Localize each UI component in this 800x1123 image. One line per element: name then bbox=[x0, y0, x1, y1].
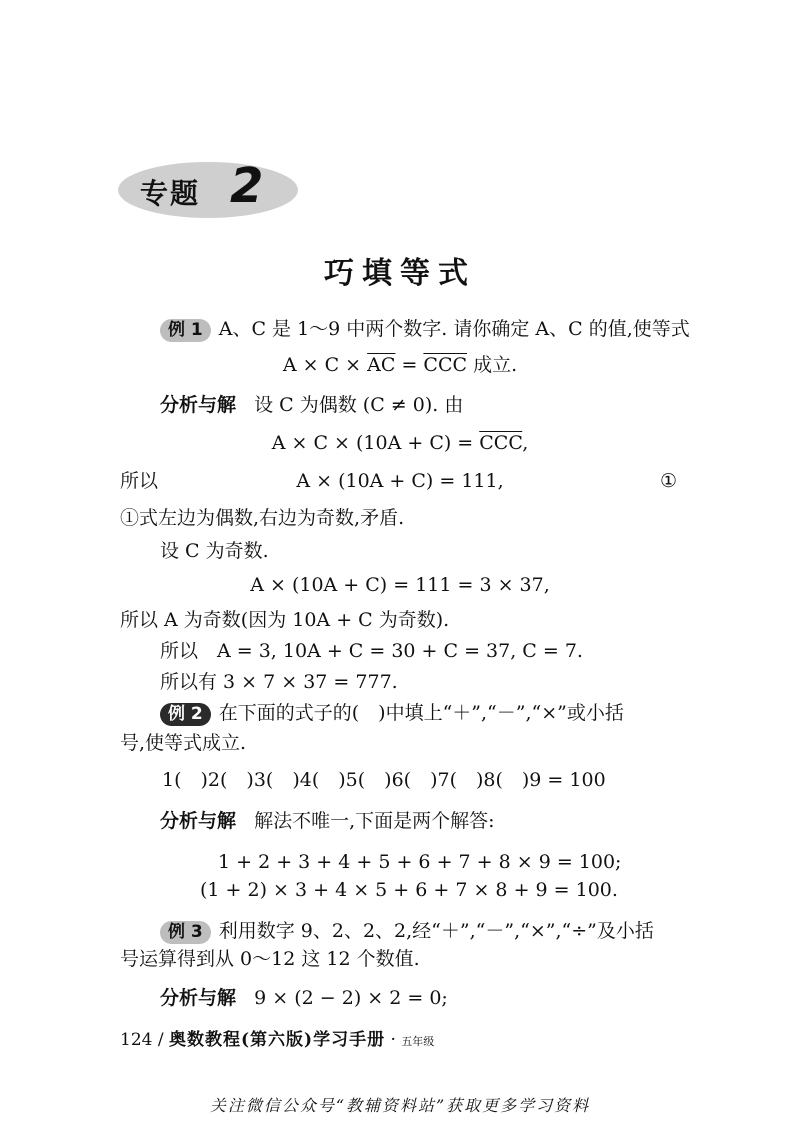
chapter-label: 专题 bbox=[140, 177, 201, 210]
analysis-2-intro bbox=[160, 808, 495, 834]
book-title: 奥数教程(第六版)学习手册 bbox=[169, 1030, 386, 1050]
analysis-1-label: 分析与解 bbox=[160, 394, 237, 416]
eq-part: A × C × (10A + C) = bbox=[271, 432, 480, 454]
analysis-3-label: 分析与解 bbox=[160, 987, 237, 1009]
example-1-tag: 例 1 bbox=[160, 319, 211, 342]
analysis-1-intro bbox=[160, 392, 463, 418]
example-1-equation bbox=[0, 352, 800, 378]
footer-dot: · bbox=[390, 1030, 396, 1050]
analysis-3-intro bbox=[160, 985, 448, 1011]
page-number: 124 / bbox=[120, 1030, 164, 1050]
example-2-line1: 在下面的式子的( )中填上“＋”,“－”,“×”或小括 bbox=[218, 702, 624, 724]
analysis-2-solution-1: 1 + 2 + 3 + 4 + 5 + 6 + 7 + 8 × 9 = 100; bbox=[218, 851, 622, 873]
analysis-1-line6: 所以有 3 × 7 × 37 = 777. bbox=[160, 671, 398, 693]
page-title: 巧填等式 bbox=[324, 256, 476, 291]
eq-part: = bbox=[395, 354, 424, 376]
grade-label: 五年级 bbox=[401, 1035, 435, 1048]
analysis-1-eq3: A × (10A + C) = 111 = 3 × 37, bbox=[250, 574, 550, 596]
example-2-equation: 1( )2( )3( )4( )5( )6( )7( )8( )9 = 100 bbox=[162, 769, 606, 791]
page-footer bbox=[120, 1025, 434, 1050]
analysis-1-line1: 设 C 为偶数 (C ≠ 0). 由 bbox=[254, 394, 464, 416]
overlined-number: $\overline{CCC}$ bbox=[479, 432, 523, 454]
example-1-text: A、C 是 1～9 中两个数字. 请你确定 A、C 的值,使等式 bbox=[218, 318, 690, 340]
analysis-1-eq2: A × (10A + C) = 111, bbox=[296, 470, 504, 492]
example-3-question bbox=[160, 918, 654, 944]
analysis-2-label: 分析与解 bbox=[160, 810, 237, 832]
analysis-1-line3: 设 C 为奇数. bbox=[160, 540, 269, 562]
watermark: 关注微信公众号“教辅资料站”获取更多学习资料 bbox=[209, 1096, 591, 1115]
eq-part: , bbox=[522, 432, 529, 454]
eq-part: 成立. bbox=[467, 354, 518, 376]
example-3-line1: 利用数字 9、2、2、2,经“＋”,“－”,“×”,“÷”及小括 bbox=[218, 920, 654, 942]
chapter-number: 2 bbox=[230, 158, 264, 214]
analysis-1-suoyi: 所以 bbox=[120, 470, 159, 492]
analysis-3-text: 9 × (2 − 2) × 2 = 0; bbox=[254, 987, 448, 1009]
example-1-question bbox=[160, 316, 690, 342]
equation-marker: ① bbox=[660, 470, 678, 492]
example-2-line2: 号,使等式成立. bbox=[120, 732, 247, 754]
overlined-number: $\overline{CCC}$ bbox=[423, 354, 468, 376]
example-3-line2: 号运算得到从 0～12 这 12 个数值. bbox=[120, 948, 420, 970]
analysis-1-line5: 所以 A = 3, 10A + C = 30 + C = 37, C = 7. bbox=[160, 640, 583, 662]
analysis-1-line4: 所以 A 为奇数(因为 10A + C 为奇数). bbox=[120, 609, 450, 631]
eq-part: A × C × bbox=[282, 354, 368, 376]
overlined-number: $\overline{AC}$ bbox=[367, 354, 396, 376]
example-2-tag: 例 2 bbox=[160, 703, 211, 726]
example-3-tag: 例 3 bbox=[160, 921, 211, 944]
example-2-question bbox=[160, 700, 624, 726]
analysis-1-line2: ①式左边为偶数,右边为奇数,矛盾. bbox=[120, 507, 405, 529]
analysis-1-eq1 bbox=[0, 430, 800, 456]
analysis-2-solution-2: (1 + 2) × 3 + 4 × 5 + 6 + 7 × 8 + 9 = 100. bbox=[200, 879, 618, 901]
analysis-2-text: 解法不唯一,下面是两个解答: bbox=[254, 810, 495, 832]
